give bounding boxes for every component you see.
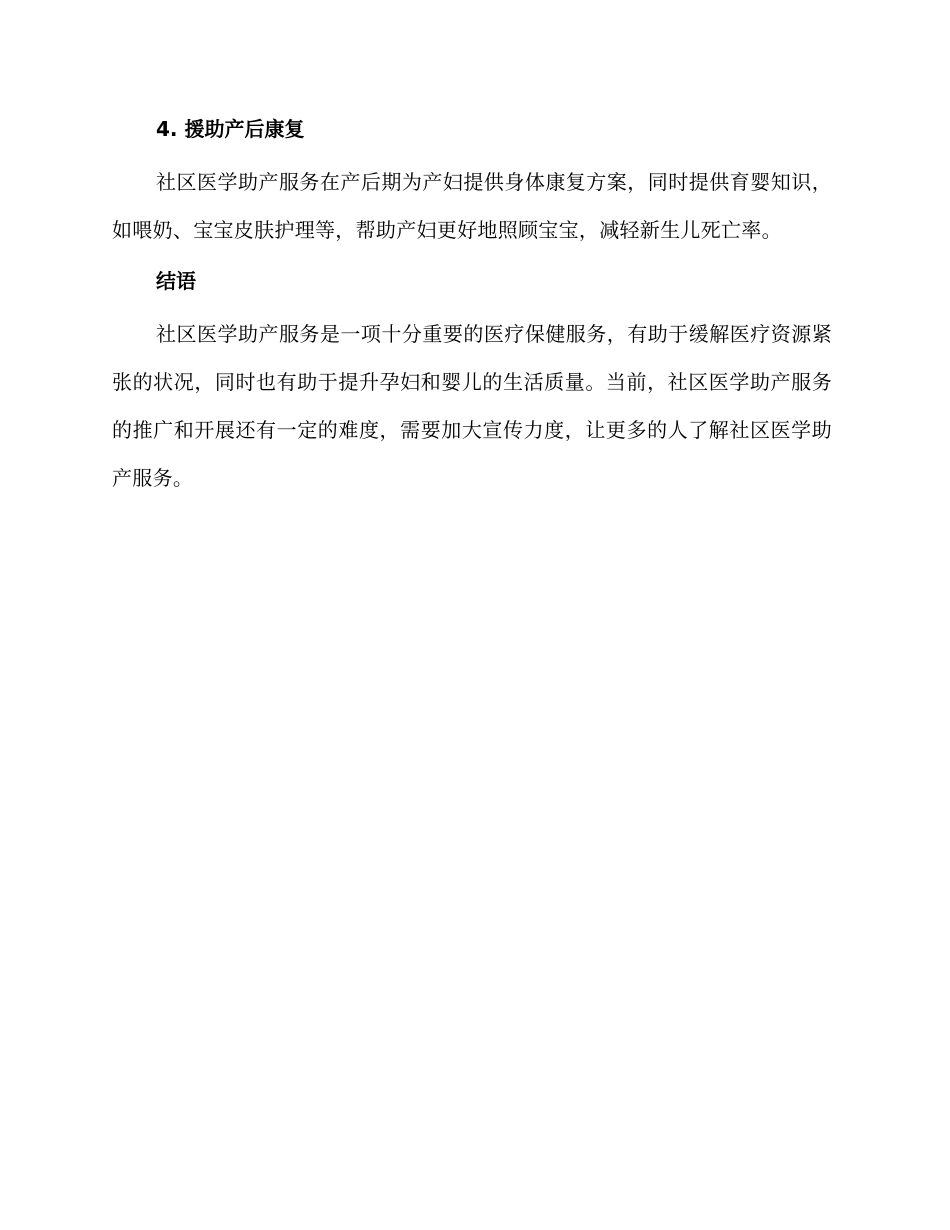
section-paragraph: 社区医学助产服务在产后期为产妇提供身体康复方案，同时提供育婴知识，如喂奶、宝宝皮肤护理等，帮助产妇更好地照顾宝宝，减轻新生儿死亡率。 [112,170,832,242]
section-heading: 4. 援助产后康复 [156,117,305,141]
conclusion-paragraph: 社区医学助产服务是一项十分重要的医疗保健服务，有助于缓解医疗资源紧张的状况，同时也有助于提升孕妇和婴儿的生活质量。当前，社区医学助产服务的推广和开展还有一定的难度，需要加大宣传力度，让更多的人了解社区医学助产服务。 [112,322,832,490]
conclusion-heading: 结语 [156,269,196,293]
document-body [112,112,832,502]
